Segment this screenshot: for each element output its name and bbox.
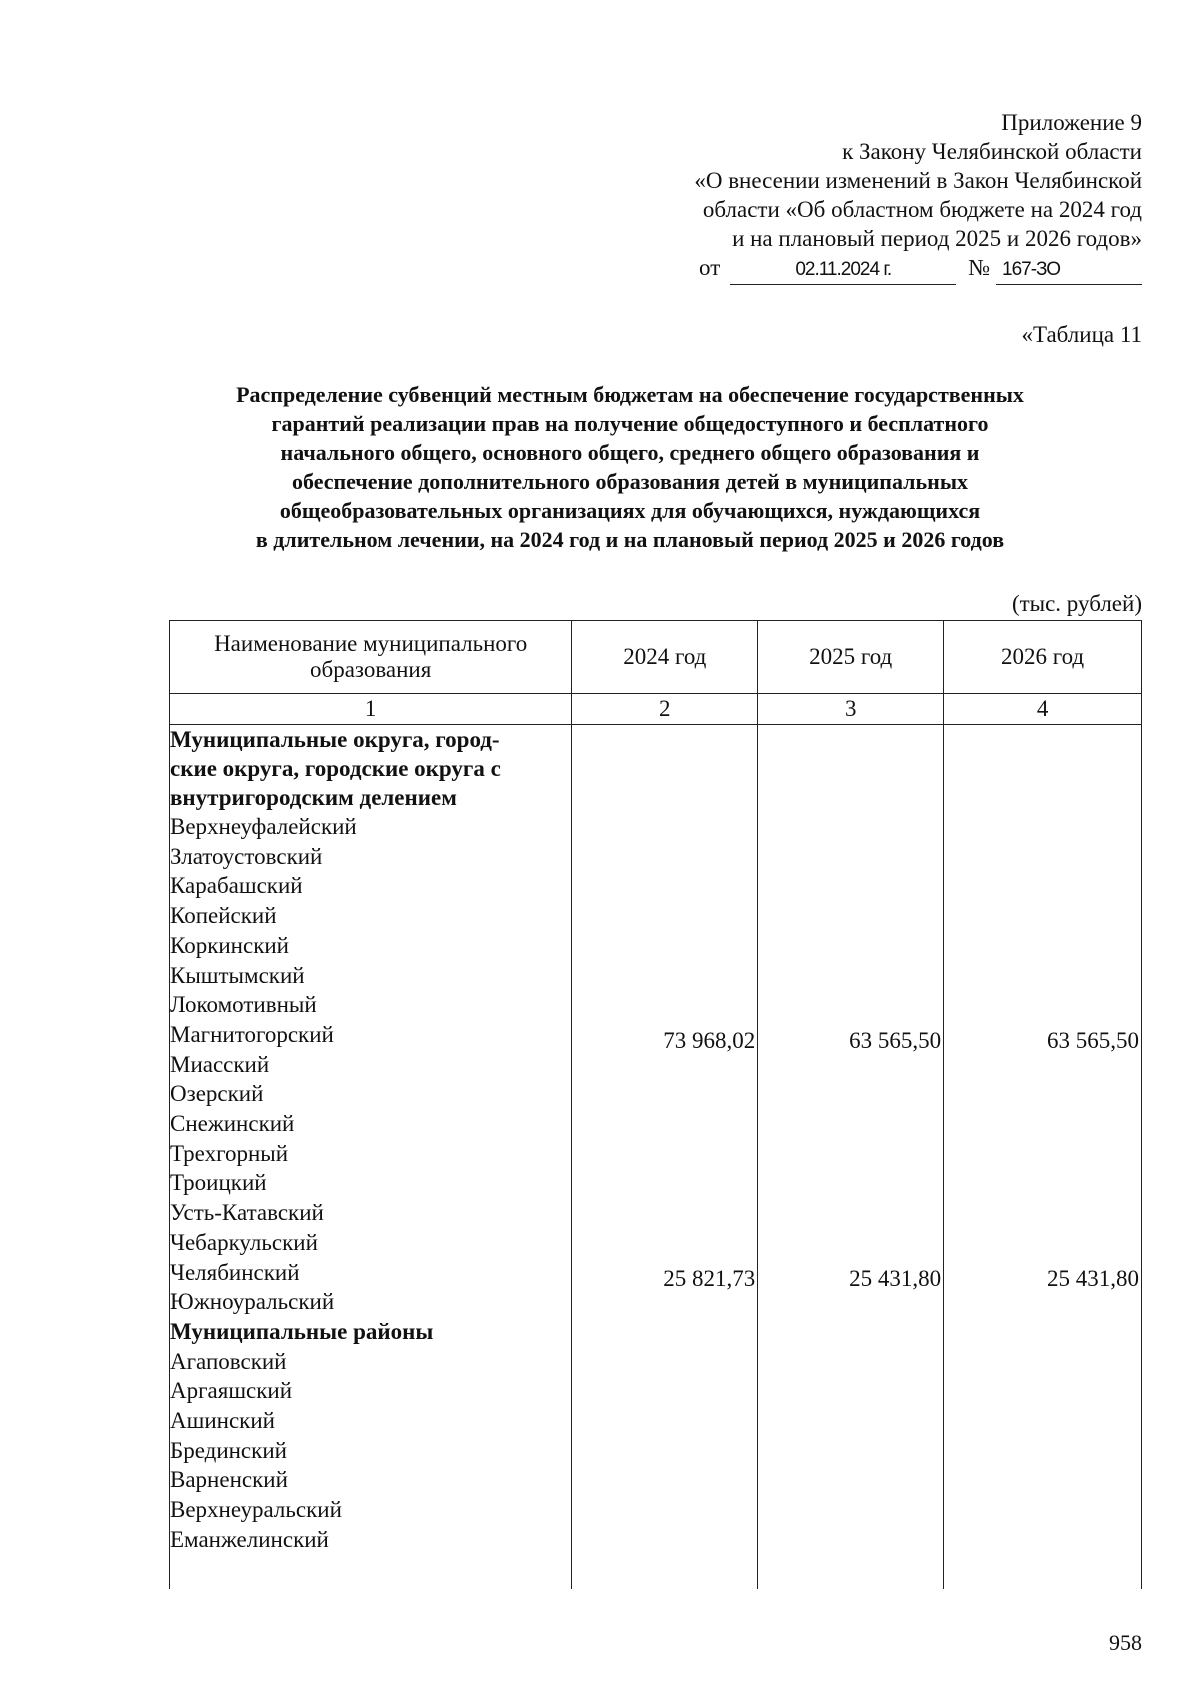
signature-line: [694, 253, 1142, 285]
header-line-4: области «Об областном бюджете на 2024 год: [702, 197, 1142, 222]
col-number-2: 2: [572, 694, 758, 725]
number-label: №: [968, 255, 991, 280]
values-2024-cell: [572, 725, 758, 1590]
value-2026: 25 431,80: [1047, 1265, 1139, 1291]
value-2024: 25 821,73: [663, 1265, 756, 1291]
header-line-1: Приложение 9: [1001, 110, 1142, 135]
municipality-name: Кыштымский: [170, 962, 305, 988]
table-header-row: [170, 621, 1142, 694]
municipality-name: Верхнеуральский: [170, 1497, 342, 1523]
municipality-name: Карабашский: [170, 873, 303, 899]
values-2025-cell: [758, 725, 944, 1590]
municipality-name: Южноуральский: [170, 1289, 335, 1315]
value-2024: 73 968,02: [663, 1028, 756, 1053]
municipality-name: Еманжелинский: [170, 1526, 329, 1552]
municipality-name: Троицкий: [170, 1170, 267, 1196]
subvention-table: [169, 620, 1142, 1589]
value-2026: 63 565,50: [1047, 1028, 1139, 1053]
title-line-6: в длительном лечении, на 2024 год и на плановый период 2025 и 2026 годов: [255, 527, 1005, 552]
document-title: [180, 380, 1080, 554]
value-2025: 25 431,80: [849, 1265, 942, 1291]
municipality-name: Усть-Катавский: [170, 1200, 324, 1226]
document-header: [694, 108, 1142, 285]
col-number-4: 4: [944, 694, 1142, 725]
header-line-3: «О внесении изменений в Закон Челябинской: [694, 168, 1142, 193]
col-number-3: 3: [758, 694, 944, 725]
municipality-name: Златоустовский: [170, 843, 323, 869]
municipality-name: Коркинский: [170, 932, 289, 958]
municipality-name: Трехгорный: [170, 1140, 289, 1166]
values-2026-cell: [944, 725, 1142, 1590]
municipality-name: Варненский: [170, 1467, 288, 1493]
header-2024: 2024 год: [572, 621, 758, 694]
title-line-4: обеспечение дополнительного образования детей в муниципальных: [291, 469, 968, 494]
municipality-name: Челябинский: [170, 1259, 300, 1285]
municipality-name: Чебаркульский: [170, 1229, 318, 1255]
header-2026: 2026 год: [944, 621, 1142, 694]
municipality-name: Озерский: [170, 1081, 264, 1107]
law-number: 167-ЗО: [996, 255, 1142, 285]
value-2025: 63 565,50: [849, 1028, 942, 1053]
from-label: от: [699, 255, 721, 280]
group-heading-line: ские округа, городские округа с: [170, 756, 501, 781]
title-line-2: гарантий реализации прав на получение общедоступного и бесплатного: [271, 411, 989, 436]
table-body-row: [170, 725, 1142, 1590]
title-line-1: Распределение субвенций местным бюджетам на обеспечение государственных: [236, 382, 1024, 407]
municipality-name: Магнитогорский: [170, 1021, 334, 1047]
group-heading: Муниципальные районы: [170, 1318, 434, 1344]
header-line-5: и на плановый период 2025 и 2026 годов»: [732, 226, 1142, 251]
municipality-name: Аргаяшский: [170, 1378, 293, 1404]
column-number-row: [170, 694, 1142, 725]
group-heading-line: внутригородским делением: [170, 785, 457, 810]
municipality-name: Миасский: [170, 1051, 270, 1077]
col-number-1: 1: [170, 694, 572, 725]
header-line-2: к Закону Челябинской области: [842, 139, 1142, 164]
header-municipality: Наименование муниципального образования: [170, 621, 572, 694]
municipality-name: Копейский: [170, 903, 277, 929]
header-2025: 2025 год: [758, 621, 944, 694]
municipality-name: Снежинский: [170, 1111, 295, 1137]
municipality-name: Брединский: [170, 1437, 287, 1463]
municipality-name: Локомотивный: [170, 992, 317, 1018]
municipality-names-cell: [170, 725, 572, 1590]
page-number: 958: [1109, 1630, 1142, 1655]
municipality-name: Ашинский: [170, 1408, 275, 1434]
table-caption: «Таблица 11: [1021, 322, 1142, 347]
title-line-3: начального общего, основного общего, среднего общего образования и: [280, 440, 980, 465]
group-heading-line: Муниципальные округа, город-: [170, 727, 500, 752]
municipality-name: Агаповский: [170, 1348, 287, 1374]
title-line-5: общеобразовательных организациях для обучающихся, нуждающихся: [279, 498, 981, 523]
units-label: (тыс. рублей): [1011, 591, 1142, 616]
municipality-name: Верхнеуфалейский: [170, 814, 357, 839]
law-date: 02.11.2024 г.: [730, 255, 956, 285]
